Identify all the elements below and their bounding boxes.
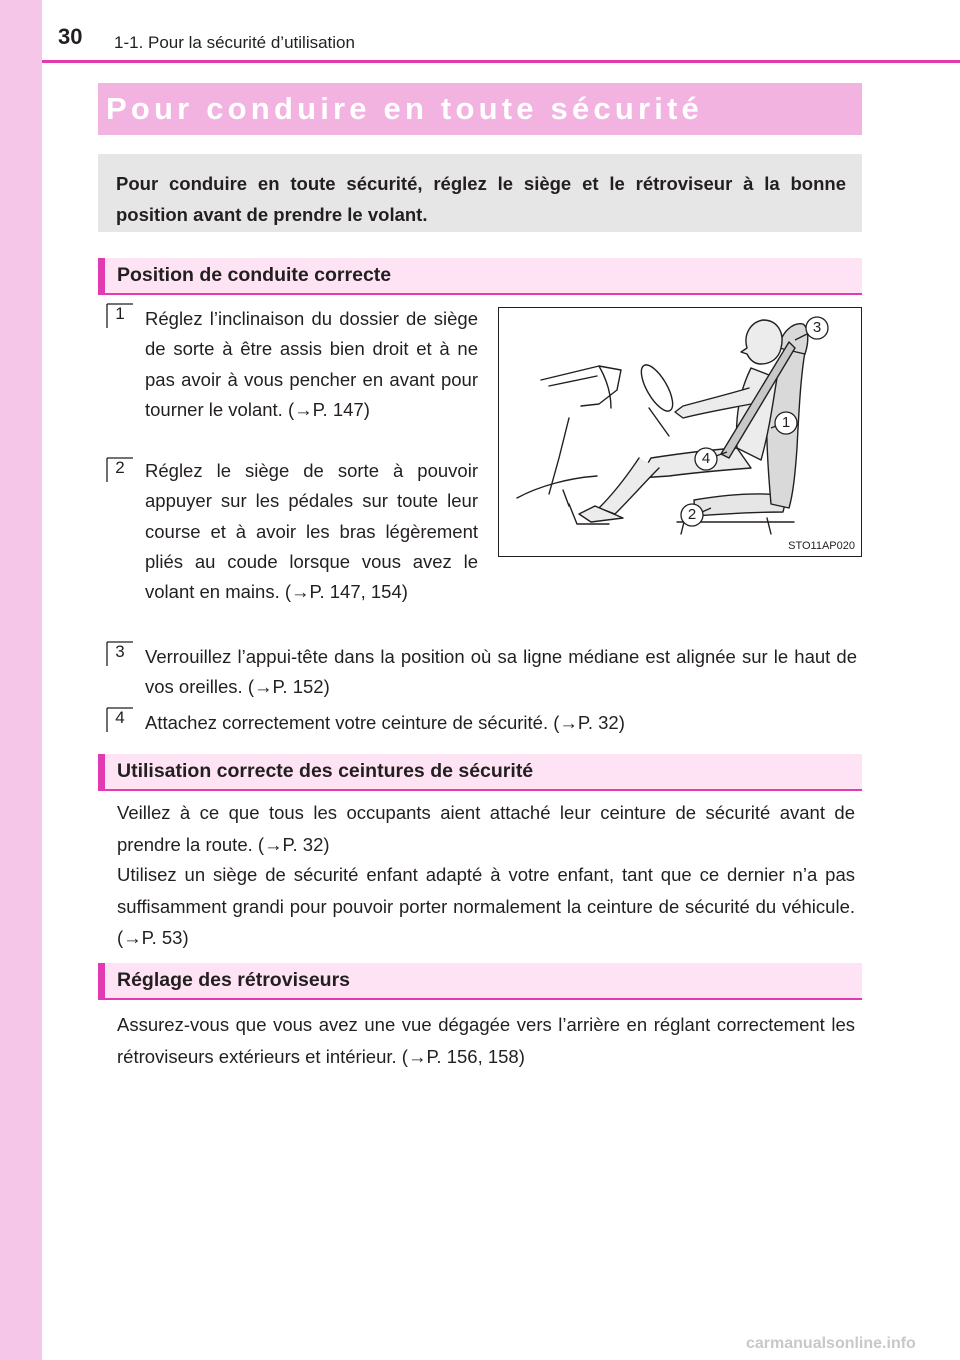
intro-box xyxy=(98,154,862,232)
page-title-box xyxy=(98,83,862,135)
page-number: 30 xyxy=(58,24,83,49)
section-path: 1-1. Pour la sécurité d’utilisation xyxy=(114,33,355,52)
figure-code: STO11AP020 xyxy=(788,540,855,552)
side-tab-bar xyxy=(0,0,42,1360)
driving-position-illustration xyxy=(498,307,862,557)
driver-seat-drawing xyxy=(499,308,860,555)
callout-2-label: 2 xyxy=(687,506,697,523)
callout-1-label: 1 xyxy=(781,414,791,431)
callout-4-label: 4 xyxy=(701,450,711,467)
subheading-text: Utilisation correcte des ceintures de sécurité xyxy=(117,760,534,782)
subheading-seatbelt-use xyxy=(98,754,862,791)
step-text-4: Attachez correctement votre ceinture de sécurité. (→P. 32) xyxy=(145,712,625,733)
subheading-driving-position xyxy=(98,258,862,295)
subheading-text: Position de conduite correcte xyxy=(117,264,392,286)
step-text-2: Réglez le siège de sorte à pouvoir appuyer sur les pédales sur toute leur course et à avoir les bras légèrement pliés au coude lorsque vous avez le volant en mains. (→P. 147, 154) xyxy=(145,460,478,603)
step-number-4: 4 xyxy=(106,707,134,733)
mirror-paragraph: Assurez-vous que vous avez une vue dégagée vers l’arrière en réglant correctement les rétroviseurs extérieurs et intérieur. (→P. 156, 158) xyxy=(117,1014,855,1067)
step-number-1: 1 xyxy=(106,303,134,329)
watermark: carmanualsonline.info xyxy=(746,1335,916,1352)
subheading-text: Réglage des rétroviseurs xyxy=(117,969,351,991)
intro-text: Pour conduire en toute sécurité, réglez le siège et le rétroviseur à la bonne position avant de prendre le volant. xyxy=(116,173,846,225)
page-title: Pour conduire en toute sécurité xyxy=(106,91,704,126)
seatbelt-paragraph-2: Utilisez un siège de sécurité enfant adapté à votre enfant, tant que ce dernier n’a pas suffisamment grandi pour pouvoir porter normalement la ceinture de sécurité du véhicule. (→P. 53) xyxy=(117,864,855,948)
header-rule xyxy=(42,60,960,63)
step-text-3: Verrouillez l’appui-tête dans la position où sa ligne médiane est alignée sur le haut de vos oreilles. (→P. 152) xyxy=(145,646,857,698)
step-text-1: Réglez l’inclinaison du dossier de siège de sorte à être assis bien droit et à ne pas avoir à vous pencher en avant pour tourner le volant. (→P. 147) xyxy=(145,308,478,420)
callout-3-label: 3 xyxy=(812,319,822,336)
seatbelt-paragraph-1: Veillez à ce que tous les occupants aient attaché leur ceinture de sécurité avant de prendre la route. (→P. 32) xyxy=(117,802,855,855)
subheading-mirror-adjustment xyxy=(98,963,862,1000)
step-number-3: 3 xyxy=(106,641,134,667)
step-number-2: 2 xyxy=(106,457,134,483)
